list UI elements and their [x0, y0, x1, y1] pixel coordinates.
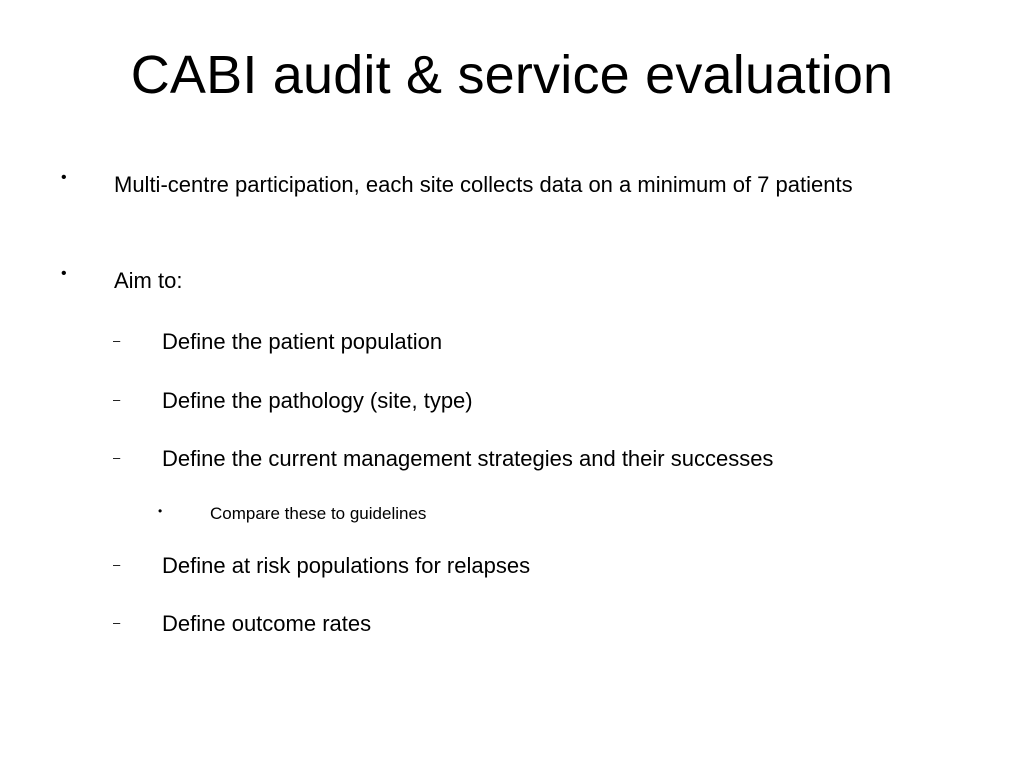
dash-text: Define the pathology (site, type) [162, 388, 473, 413]
dash-marker: – [113, 392, 121, 407]
dash-marker: – [113, 615, 121, 630]
dash-text: Define at risk populations for relapses [162, 553, 531, 578]
dash-text: Define outcome rates [162, 611, 372, 636]
bullet-marker: • [61, 169, 67, 186]
slide-title: CABI audit & service evaluation [130, 45, 894, 105]
sub-bullet-marker: • [158, 504, 163, 518]
dash-text: Define the patient population [162, 329, 443, 354]
dash-marker: – [113, 333, 121, 348]
bullet-text: Aim to: [114, 268, 183, 293]
dash-marker: – [113, 450, 121, 465]
dash-marker: – [113, 557, 121, 572]
dash-text: Define the current management strategies and their successes [162, 446, 774, 471]
bullet-text: Multi-centre participation, each site collects data on a minimum of 7 patients [114, 172, 853, 197]
bullet-marker: • [61, 265, 67, 282]
sub-bullet-text: Compare these to guidelines [210, 504, 427, 523]
